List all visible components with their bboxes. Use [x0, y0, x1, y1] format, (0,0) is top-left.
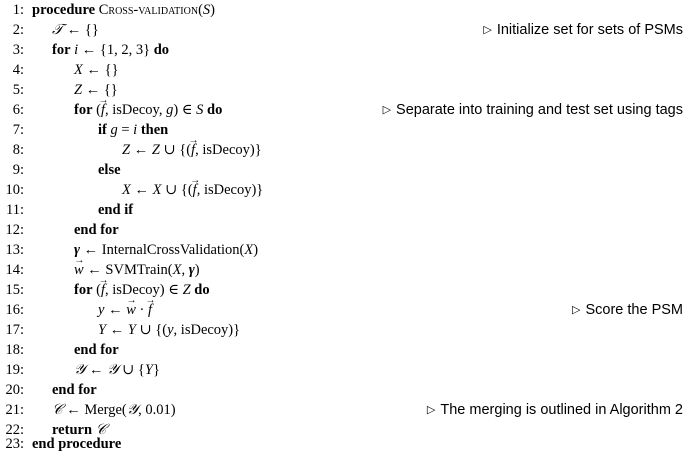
comment: ▷ The merging is outlined in Algorithm 2: [426, 402, 683, 418]
line-number: 7:: [12, 122, 24, 138]
line-number: 18:: [5, 342, 24, 358]
code: 𝒴 ← 𝒴 ∪ {Y}: [74, 362, 160, 378]
comment-marker-icon: ▷: [572, 304, 581, 316]
code: end for: [52, 382, 97, 398]
line-number: 1:: [12, 2, 24, 18]
code: for (→ f, isDecoy, g) ∈ S do: [74, 100, 222, 120]
comment-marker-icon: ▷: [426, 404, 436, 416]
comment-marker-icon: ▷: [382, 104, 392, 116]
line-number: 19:: [5, 362, 24, 378]
code: procedure Cross-validation(S): [32, 2, 215, 18]
code: Y ← Y ∪ {(y, isDecoy)}: [98, 322, 241, 338]
line-number: 13:: [5, 242, 24, 258]
line-number: 6:: [12, 102, 24, 118]
code: if g = i then: [98, 122, 169, 138]
line-number: 16:: [5, 302, 24, 318]
comment: ▷ Separate into training and test set using tags: [382, 102, 683, 118]
algorithm-line: [0, 340, 685, 360]
code: end procedure: [32, 436, 122, 452]
line-number: 3:: [12, 42, 24, 58]
code: 𝒞 ← Merge(𝒴, 0.01): [52, 402, 176, 418]
code: end for: [74, 342, 119, 358]
algorithm-line: [0, 280, 685, 300]
algorithm-line: [0, 360, 685, 380]
code: 𝒯 ← {}: [52, 22, 99, 38]
code: else: [98, 162, 121, 178]
algorithm-line: [0, 220, 685, 240]
algorithm-line: [0, 120, 685, 140]
procedure-name: Cross-validation: [98, 2, 199, 18]
algorithm-line: [0, 240, 685, 260]
code: for (→ f, isDecoy) ∈ Z do: [74, 280, 210, 300]
comment: ▷ Score the PSM: [572, 302, 683, 318]
algorithm-line: [0, 320, 685, 340]
algorithm-line: [0, 200, 685, 220]
code: X ← X ∪ {(→ f, isDecoy)}: [122, 180, 263, 200]
algorithm-line: [0, 434, 685, 454]
code: X ← {}: [74, 62, 119, 78]
algorithm-line: [0, 0, 685, 20]
code: Z ← Z ∪ {(→ f, isDecoy)}: [122, 140, 262, 160]
line-number: 23:: [5, 436, 24, 452]
line-number: 5:: [12, 82, 24, 98]
comment: ▷ Initialize set for sets of PSMs: [483, 22, 683, 38]
line-number: 9:: [12, 162, 24, 178]
code: Z ← {}: [74, 82, 118, 98]
line-number: 20:: [5, 382, 24, 398]
algorithm-line: [0, 20, 685, 40]
algorithm-line: [0, 300, 685, 320]
code: end if: [98, 202, 134, 218]
line-number: 21:: [5, 402, 24, 418]
line-number: 4:: [12, 62, 24, 78]
algorithm-line: [0, 40, 685, 60]
algorithm-line: [0, 380, 685, 400]
line-number: 22:: [5, 422, 24, 438]
line-number: 17:: [5, 322, 24, 338]
code: → w ← SVMTrain(X, γ): [74, 260, 200, 280]
code: return 𝒞: [52, 422, 107, 438]
code: end for: [74, 222, 119, 238]
line-number: 15:: [5, 282, 24, 298]
algorithm-line: [0, 60, 685, 80]
algorithm-line: [0, 400, 685, 420]
line-number: 2:: [12, 22, 24, 38]
line-number: 8:: [12, 142, 24, 158]
algorithm-line: [0, 140, 685, 160]
code: γ ← InternalCrossValidation(X): [74, 242, 259, 258]
algorithm-line: [0, 100, 685, 120]
code: y ← → w · → f: [98, 300, 152, 320]
comment-marker-icon: ▷: [483, 24, 492, 36]
line-number: 11:: [6, 202, 24, 218]
algorithm-line: [0, 160, 685, 180]
algorithm-line: [0, 180, 685, 200]
line-number: 14:: [5, 262, 24, 278]
keyword: procedure: [32, 2, 96, 18]
line-number: 12:: [5, 222, 24, 238]
line-number: 10:: [5, 182, 24, 198]
code: for i ← {1, 2, 3} do: [52, 42, 170, 58]
